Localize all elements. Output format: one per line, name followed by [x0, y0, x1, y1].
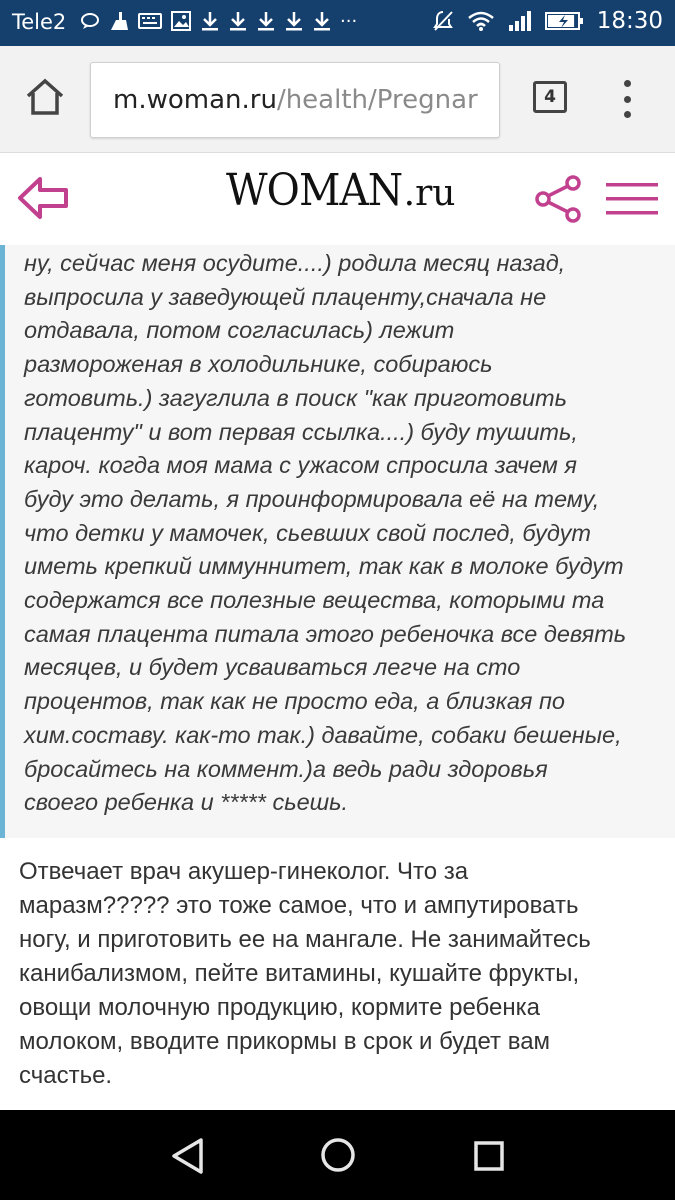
doctor-answer	[19, 855, 664, 1093]
url-text	[113, 85, 478, 115]
quote-bar	[0, 245, 5, 838]
share-icon[interactable]	[533, 175, 583, 223]
quote-line: процентов, так как не просто еда, а близкая по	[24, 688, 565, 715]
nav-home-icon[interactable]	[319, 1136, 357, 1174]
download-icon	[284, 10, 304, 32]
answer-line: овощи молочную продукцию, кормите ребенка	[19, 994, 540, 1021]
nav-back-icon[interactable]	[170, 1137, 206, 1175]
quote-line: кароч. когда моя мама с ужасом спросила зачем я	[24, 452, 577, 479]
quote-line: выпросила у заведующей плаценту,сначала не	[24, 283, 547, 310]
keyboard-icon	[138, 12, 162, 30]
carrier-label: Tele2	[12, 10, 67, 34]
mute-icon	[431, 9, 455, 33]
quote-line: размороженая в холодильнике, собираюсь	[24, 351, 493, 378]
quote-line: месяцев, и будет усваиваться легче на сто	[24, 654, 521, 681]
site-logo[interactable]	[226, 165, 456, 235]
quote-line: отдавала, потом согласилась) лежит	[24, 317, 455, 344]
quote-line: своего ребенка и ***** сьешь.	[24, 789, 349, 816]
quote-line: бросайтесь на коммент.)а ведь ради здоровья	[24, 755, 548, 782]
status-bar	[0, 0, 675, 46]
quote-line: самая плацента питала этого ребеночка все девять	[24, 620, 627, 647]
signal-icon	[507, 10, 533, 32]
url-domain: m.woman.ru	[113, 85, 277, 115]
hamburger-icon[interactable]	[606, 183, 658, 215]
quote-line: хим.составу. как-то так.) давайте, собаки бешеные,	[24, 721, 622, 748]
url-path: /health/Pregnar	[276, 85, 478, 115]
image-icon	[170, 10, 192, 32]
download-icon	[256, 10, 276, 32]
home-button[interactable]	[24, 76, 66, 118]
tabs-button[interactable]	[533, 81, 567, 113]
clock: 18:30	[596, 8, 663, 34]
notification-icons	[80, 10, 357, 32]
answer-line: канибализмом, пейте витамины, кушайте фрукты,	[19, 960, 580, 987]
address-bar[interactable]	[90, 62, 500, 138]
back-arrow-icon[interactable]	[16, 175, 70, 221]
battery-icon	[545, 10, 585, 32]
quote-line: что детки у мамочек, сьевших свой послед, будут	[24, 519, 591, 546]
more-vert-icon[interactable]	[617, 80, 637, 118]
quote-text	[24, 247, 664, 820]
answer-line: маразм????? это тоже самое, что и ампутировать	[19, 892, 579, 919]
logo-main: WOMAN	[226, 165, 403, 216]
browser-toolbar	[0, 46, 675, 153]
wifi-icon	[467, 10, 495, 32]
status-right	[431, 8, 663, 34]
message-icon	[80, 11, 100, 31]
download-icon	[200, 10, 220, 32]
download-icon	[228, 10, 248, 32]
tab-count: 4	[544, 87, 556, 107]
nav-recents-icon[interactable]	[473, 1140, 505, 1172]
site-header	[0, 153, 675, 245]
home-icon	[24, 76, 66, 118]
answer-line: счастье.	[19, 1062, 113, 1089]
quote-line: содержатся все полезные вещества, которыми та	[24, 587, 605, 614]
more-notifications-label: ···	[340, 10, 358, 32]
quote-line: ну, сейчас меня осудите....) родила месяц назад,	[24, 250, 566, 276]
quoted-question	[0, 245, 675, 838]
logo-suffix: .ru	[403, 173, 456, 214]
quote-line: готовить.) загуглила в поиск "как приготовить	[24, 384, 567, 411]
cleaner-icon	[108, 10, 130, 32]
download-icon	[312, 10, 332, 32]
answer-line: Отвечает врач акушер-гинеколог. Что за	[19, 858, 469, 885]
quote-line: буду это делать, я проинформировала её на тему,	[24, 485, 600, 512]
quote-line: плаценту" и вот первая ссылка....) буду тушить,	[24, 418, 578, 445]
answer-line: ногу, и приготовить ее на мангале. Не занимайтесь	[19, 926, 591, 953]
answer-line: молоком, вводите прикормы в срок и будет вам	[19, 1028, 551, 1055]
quote-line: иметь крепкий иммуннитет, так как в молоке будут	[24, 553, 624, 580]
